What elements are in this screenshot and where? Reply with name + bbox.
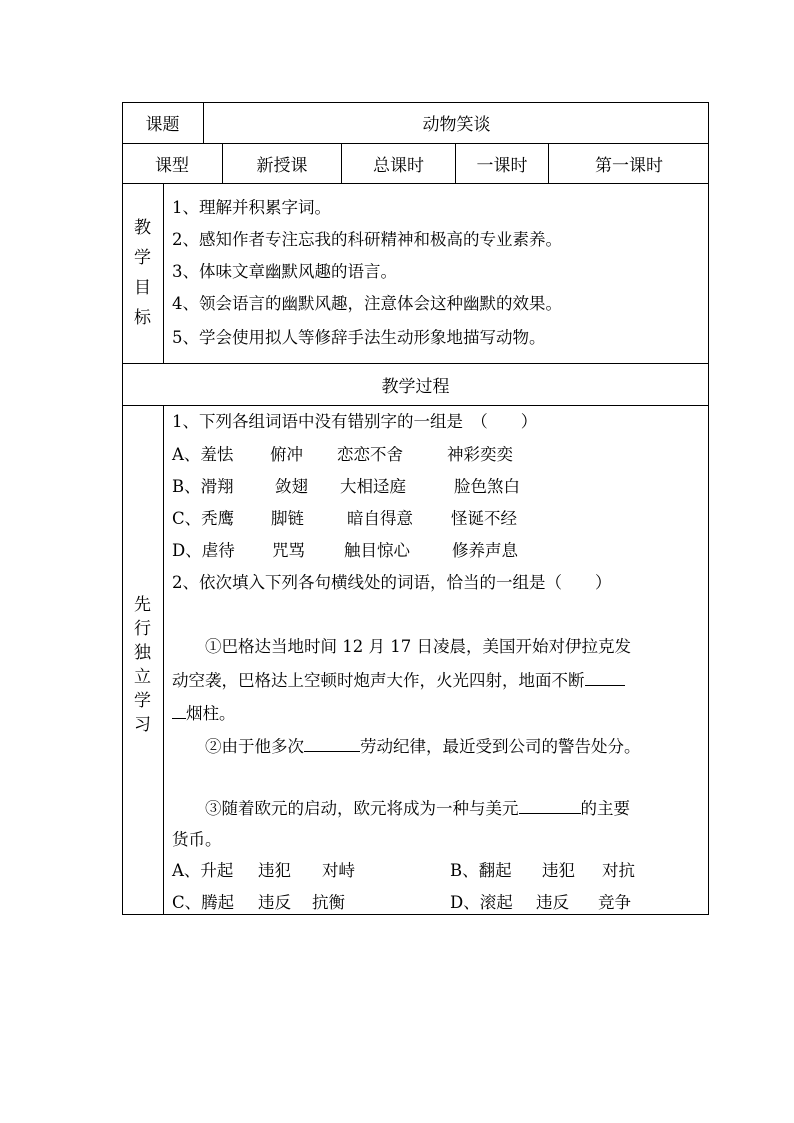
col-divider [163, 183, 164, 363]
fill-blank[interactable] [304, 735, 360, 752]
objective-item: 3、体味文章幽默风趣的语言。 [172, 262, 397, 281]
topic-label: 课题 [145, 115, 180, 135]
q2-option-c: C、腾起 违反 抗衡 [172, 893, 345, 912]
question-2-stem: 2、依次填入下列各句横线处的词语，恰当的一组是（ ） [172, 573, 612, 592]
row-divider [122, 405, 709, 406]
sentence-2: ②由于他多次 劳动纪律，最近受到公司的警告处分。 [205, 737, 641, 756]
fill-blank[interactable] [172, 702, 186, 719]
type-value: 新授课 [256, 155, 308, 176]
q1-option-a: A、羞怯 俯冲 恋恋不舍 神彩奕奕 [172, 445, 513, 464]
question-1-stem: 1、下列各组词语中没有错别字的一组是 （ ） [172, 412, 538, 431]
fill-blank[interactable] [519, 797, 581, 814]
current-hour: 第一课时 [595, 155, 663, 176]
q2-option-d: D、滚起 违反 竞争 [450, 893, 631, 912]
sentence-1-line-3: 烟柱。 [172, 702, 236, 725]
topic-title: 动物笑谈 [422, 115, 491, 135]
fill-blank[interactable] [585, 669, 625, 686]
objective-item: 5、学会使用拟人等修辞手法生动形象地描写动物。 [172, 328, 546, 347]
self-study-label: 先 行 独 立 学 习 [134, 595, 151, 735]
sentence-3-line-2: 货币。 [172, 830, 222, 849]
q2-option-b: B、翻起 违犯 对抗 [450, 861, 635, 880]
process-title: 教学过程 [381, 376, 450, 397]
objectives-label: 教 学 目 标 [134, 218, 151, 328]
sentence-1-line-1: ①巴格达当地时间 12 月 17 日凌晨，美国开始对伊拉克发 [205, 637, 631, 656]
objective-item: 1、理解并积累字词。 [172, 198, 331, 217]
type-label: 课型 [155, 155, 189, 176]
objective-item: 4、领会语言的幽默风趣，注意体会这种幽默的效果。 [172, 294, 562, 313]
q1-option-b: B、滑翔 敛翅 大相迳庭 脸色煞白 [172, 477, 520, 496]
sentence-1-line-2: 动空袭，巴格达上空顿时炮声大作，火光四射，地面不断 [172, 669, 625, 692]
objective-item: 2、感知作者专注忘我的科研精神和极高的专业素养。 [172, 230, 562, 249]
q2-option-a: A、升起 违犯 对峙 [172, 861, 355, 880]
total-hours-value: 一课时 [476, 155, 528, 176]
row-divider [122, 183, 709, 184]
total-hours-label: 总课时 [373, 155, 424, 176]
sentence-3-line-1: ③随着欧元的启动，欧元将成为一种与美元 的主要 [205, 799, 630, 818]
q1-option-c: C、秃鹰 脚链 暗自得意 怪诞不经 [172, 509, 517, 528]
col-divider [163, 405, 164, 915]
q1-option-d: D、虐待 咒骂 触目惊心 修养声息 [172, 541, 518, 560]
